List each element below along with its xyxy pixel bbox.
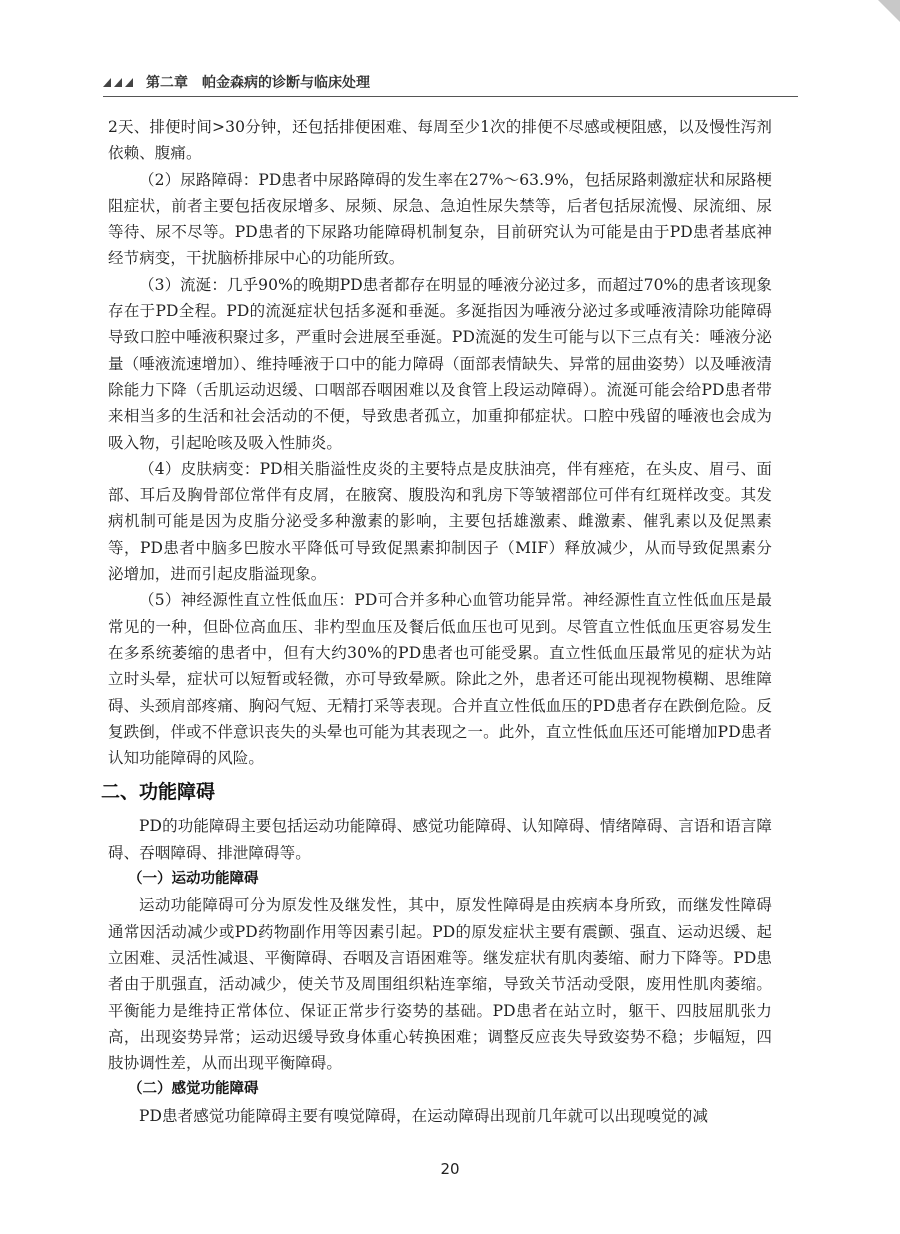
chapter-label: 第二章 [146, 75, 188, 91]
paragraph-drooling: （3）流涎：几乎90%的晚期PD患者都存在明显的唾液分泌过多，而超过70%的患者该现象存在于PD全程。PD的流涎症状包括多涎和垂涎。多涎指因为唾液分泌过多或唾液清除功能障碍导致口腔中唾液积聚过多，严重时会进展至垂涎。PD流涎的发生可能与以下三点有关：唾液分泌量（唾液流速增加）、维持唾液于口中的能力障碍（面部表情缺失、异常的屈曲姿势）以及唾液清除能力下降（舌肌运动迟缓、口咽部吞咽困难以及食管上段运动障碍）。流涎可能会给PD患者带来相当多的生活和社会活动的不便，导致患者孤立，加重抑郁症状。口腔中残留的唾液也会成为吸入物，引起呛咳及吸入性肺炎。 [108, 275, 772, 452]
page-number: 20 [440, 1160, 460, 1178]
chapter-title: 帕金森病的诊断与临床处理 [202, 75, 370, 91]
subheading-motor: （一）运动功能障碍 [128, 871, 259, 888]
section-heading-functional-impairment: 二、功能障碍 [101, 781, 216, 804]
subheading-sensory: （二）感觉功能障碍 [128, 1081, 259, 1098]
paragraph-motor: 运动功能障碍可分为原发性及继发性，其中，原发性障碍是由疾病本身所致，而继发性障碍通常因活动减少或PD药物副作用等因素引起。PD的原发症状主要有震颤、强直、运动迟缓、起立困难、灵活性减退、平衡障碍、吞咽及言语困难等。继发症状有肌肉萎缩、耐力下降等。PD患者由于肌强直，活动减少，使关节及周围组织粘连挛缩，导致关节活动受限，废用性肌肉萎缩。平衡能力是维持正常体位、保证正常步行姿势的基础。PD患者在站立时，躯干、四肢屈肌张力高，出现姿势异常；运动迟缓导致身体重心转换困难；调整反应丧失导致姿势不稳；步幅短，四肢协调性差，从而出现平衡障碍。 [108, 896, 772, 1073]
paragraph-functional-overview: PD的功能障碍主要包括运动功能障碍、感觉功能障碍、认知障碍、情绪障碍、言语和语言障碍、吞咽障碍、排泄障碍等。 [108, 817, 772, 862]
paragraph-constipation-cont: 2天、排便时间>30分钟，还包括排便困难、每周至少1次的排便不尽感或梗阻感，以及慢性泻剂依赖、腹痛。 [108, 118, 772, 163]
paragraph-hypotension: （5）神经源性直立性低血压：PD可合并多种心血管功能异常。神经源性直立性低血压是最常见的一种，但卧位高血压、非杓型血压及餐后低血压也可见到。尽管直立性低血压更容易发生在多系统萎缩的患者中，但有大约30%的PD患者也可能受累。直立性低血压最常见的症状为站立时头晕，症状可以短暂或轻微，亦可导致晕厥。除此之外，患者还可能出现视物模糊、思维障碍、头颈肩部疼痛、胸闷气短、无精打采等表现。合并直立性低血压的PD患者存在跌倒危险。反复跌倒，伴或不伴意识丧失的头晕也可能为其表现之一。此外，直立性低血压还可能增加PD患者认知功能障碍的风险。 [108, 591, 772, 768]
page-body [101, 114, 772, 1129]
header-triangles-icon [103, 78, 136, 87]
paragraph-sensory: PD患者感觉功能障碍主要有嗅觉障碍，在运动障碍出现前几年就可以出现嗅觉的减 [139, 1106, 709, 1125]
paragraph-skin: （4）皮肤病变：PD相关脂溢性皮炎的主要特点是皮肤油亮，伴有痤疮，在头皮、眉弓、面部、耳后及胸骨部位常伴有皮屑，在腋窝、腹股沟和乳房下等皱褶部位可伴有红斑样改变。其发病机制可能是因为皮脂分泌受多种激素的影响，主要包括雄激素、雌激素、催乳素以及促黑素等，PD患者中脑多巴胺水平降低可导致促黑素抑制因子（MIF）释放减少，从而导致促黑素分泌增加，进而引起皮脂溢现象。 [108, 459, 772, 584]
page-corner-mark [878, 0, 900, 22]
paragraph-urinary: （2）尿路障碍：PD患者中尿路障碍的发生率在27%～63.9%，包括尿路刺激症状和尿路梗阻症状，前者主要包括夜尿增多、尿频、尿急、急迫性尿失禁等，后者包括尿流慢、尿流细、尿等待、尿不尽等。PD患者的下尿路功能障碍机制复杂，目前研究认为可能是由于PD患者基底神经节病变，干扰脑桥排尿中心的功能所致。 [108, 170, 772, 268]
running-header [103, 72, 370, 92]
header-divider [103, 96, 798, 97]
